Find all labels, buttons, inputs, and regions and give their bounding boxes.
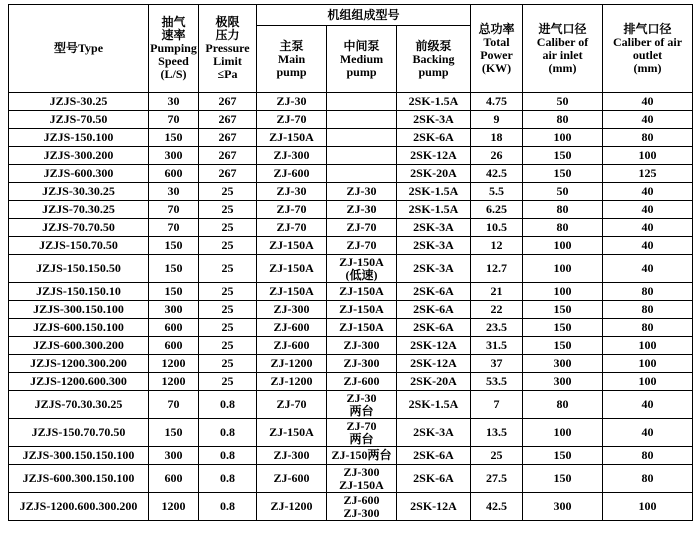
cell-backing-pump: 2SK-1.5A [397, 391, 471, 419]
header-medium-pump [327, 26, 397, 93]
cell-pumping-speed: 1200 [149, 493, 199, 521]
cell-total-power: 7 [471, 391, 523, 419]
cell-pressure-limit: 25 [199, 301, 257, 319]
medium-pump-line: ZJ-300 [343, 338, 380, 352]
cell-backing-pump: 2SK-20A [397, 165, 471, 183]
medium-pump-line: ZJ-150A [339, 284, 384, 298]
cell-backing-pump: 2SK-1.5A [397, 183, 471, 201]
cell-outlet: 40 [603, 111, 693, 129]
cell-inlet: 300 [523, 373, 603, 391]
cell-backing-pump: 2SK-12A [397, 337, 471, 355]
cell-medium-pump [327, 465, 397, 493]
medium-pump-line: ZJ-70 [346, 418, 377, 433]
cell-outlet: 100 [603, 337, 693, 355]
cell-pumping-speed: 150 [149, 237, 199, 255]
cell-model: JZJS-300.150.100 [9, 301, 149, 319]
cell-pumping-speed: 30 [149, 93, 199, 111]
header-outlet-line: Caliber of air [612, 34, 683, 49]
header-pressure-limit-line: ≤Pa [217, 67, 238, 81]
cell-pumping-speed: 70 [149, 201, 199, 219]
medium-pump-line: ZJ-70 [346, 220, 377, 234]
header-total-power-line: 总功率 [478, 21, 515, 36]
cell-pressure-limit: 267 [199, 165, 257, 183]
table-row [9, 355, 693, 373]
cell-outlet: 100 [603, 493, 693, 521]
cell-inlet: 80 [523, 219, 603, 237]
cell-pressure-limit: 267 [199, 93, 257, 111]
cell-outlet: 40 [603, 93, 693, 111]
medium-pump-line: ZJ-30 [346, 184, 377, 198]
cell-main-pump: ZJ-600 [257, 465, 327, 493]
cell-model: JZJS-150.70.70.50 [9, 419, 149, 447]
cell-pressure-limit: 267 [199, 147, 257, 165]
medium-pump-line: ZJ-30 [346, 202, 377, 216]
cell-total-power: 53.5 [471, 373, 523, 391]
cell-medium-pump [327, 355, 397, 373]
cell-main-pump: ZJ-150A [257, 255, 327, 283]
cell-backing-pump: 2SK-3A [397, 419, 471, 447]
table-row [9, 201, 693, 219]
cell-model: JZJS-30.30.25 [9, 183, 149, 201]
medium-pump-line: (低速) [345, 267, 378, 282]
cell-main-pump: ZJ-1200 [257, 355, 327, 373]
cell-total-power: 42.5 [471, 493, 523, 521]
header-medium-pump-line: Medium [339, 51, 384, 66]
header-unit-pump-model [257, 5, 471, 26]
header-total-power-line: (KW) [481, 60, 512, 75]
cell-outlet: 100 [603, 355, 693, 373]
header-main-pump-line: pump [276, 64, 307, 79]
header-inlet-line: (mm) [548, 60, 577, 75]
cell-main-pump: ZJ-300 [257, 301, 327, 319]
cell-pumping-speed: 1200 [149, 355, 199, 373]
cell-total-power: 13.5 [471, 419, 523, 447]
cell-pumping-speed: 600 [149, 465, 199, 493]
table-row [9, 147, 693, 165]
cell-backing-pump: 2SK-1.5A [397, 201, 471, 219]
cell-outlet: 80 [603, 283, 693, 301]
cell-pumping-speed: 300 [149, 147, 199, 165]
cell-medium-pump [327, 447, 397, 465]
header-backing-pump-line: Backing [412, 51, 455, 66]
table-row [9, 337, 693, 355]
cell-inlet: 300 [523, 493, 603, 521]
cell-medium-pump [327, 165, 397, 183]
header-outlet-line: (mm) [633, 60, 662, 75]
cell-model: JZJS-300.150.150.100 [9, 447, 149, 465]
cell-backing-pump: 2SK-6A [397, 283, 471, 301]
cell-pumping-speed: 150 [149, 129, 199, 147]
cell-model: JZJS-600.300.200 [9, 337, 149, 355]
cell-model: JZJS-70.70.50 [9, 219, 149, 237]
cell-pressure-limit: 25 [199, 355, 257, 373]
cell-pressure-limit: 25 [199, 319, 257, 337]
header-pressure-limit-line: Pressure [205, 41, 250, 55]
header-inlet-line: Caliber of [536, 34, 589, 49]
medium-pump-line: ZJ-600 [343, 374, 380, 388]
header-pumping-speed-line: (L/S) [160, 67, 187, 81]
header-pumping-speed-line: Pumping [150, 41, 197, 55]
cell-backing-pump: 2SK-6A [397, 465, 471, 493]
cell-pressure-limit: 25 [199, 183, 257, 201]
cell-total-power: 31.5 [471, 337, 523, 355]
table-row [9, 255, 693, 283]
cell-inlet: 150 [523, 337, 603, 355]
cell-pressure-limit: 25 [199, 373, 257, 391]
cell-total-power: 22 [471, 301, 523, 319]
cell-pumping-speed: 600 [149, 165, 199, 183]
cell-model: JZJS-150.150.10 [9, 283, 149, 301]
cell-main-pump: ZJ-600 [257, 337, 327, 355]
cell-main-pump: ZJ-70 [257, 391, 327, 419]
cell-outlet: 80 [603, 319, 693, 337]
cell-model: JZJS-150.150.50 [9, 255, 149, 283]
medium-pump-line: ZJ-150两台 [331, 448, 392, 462]
cell-model: JZJS-70.50 [9, 111, 149, 129]
cell-pressure-limit: 25 [199, 219, 257, 237]
cell-pumping-speed: 600 [149, 319, 199, 337]
cell-outlet: 40 [603, 201, 693, 219]
cell-inlet: 80 [523, 391, 603, 419]
header-pumping-speed-line: 速率 [161, 28, 186, 42]
cell-backing-pump: 2SK-12A [397, 493, 471, 521]
cell-backing-pump: 2SK-12A [397, 147, 471, 165]
table-row [9, 283, 693, 301]
cell-pressure-limit: 25 [199, 337, 257, 355]
cell-outlet: 80 [603, 129, 693, 147]
cell-pressure-limit: 267 [199, 129, 257, 147]
cell-model: JZJS-1200.600.300 [9, 373, 149, 391]
cell-medium-pump [327, 419, 397, 447]
cell-medium-pump [327, 283, 397, 301]
table-row [9, 165, 693, 183]
cell-outlet: 40 [603, 219, 693, 237]
medium-pump-line: ZJ-300 [343, 505, 380, 520]
cell-pressure-limit: 0.8 [199, 465, 257, 493]
cell-medium-pump [327, 391, 397, 419]
cell-pumping-speed: 1200 [149, 373, 199, 391]
cell-pumping-speed: 150 [149, 419, 199, 447]
cell-inlet: 150 [523, 165, 603, 183]
cell-inlet: 150 [523, 447, 603, 465]
cell-model: JZJS-70.30.25 [9, 201, 149, 219]
cell-backing-pump: 2SK-6A [397, 301, 471, 319]
table-row [9, 465, 693, 493]
header-outlet [603, 5, 693, 93]
cell-model: JZJS-30.25 [9, 93, 149, 111]
medium-pump-line: 两台 [349, 431, 374, 446]
header-medium-pump-line: pump [346, 64, 377, 79]
table-row [9, 129, 693, 147]
cell-inlet: 100 [523, 419, 603, 447]
cell-medium-pump [327, 237, 397, 255]
cell-pressure-limit: 0.8 [199, 493, 257, 521]
cell-pressure-limit: 25 [199, 201, 257, 219]
header-total-power [471, 5, 523, 93]
header-inlet-line: air inlet [542, 47, 583, 62]
cell-model: JZJS-150.100 [9, 129, 149, 147]
header-inlet [523, 5, 603, 93]
header-pressure-limit-line: 压力 [215, 28, 240, 42]
cell-inlet: 50 [523, 183, 603, 201]
table-row [9, 219, 693, 237]
cell-outlet: 125 [603, 165, 693, 183]
cell-outlet: 80 [603, 301, 693, 319]
table-row [9, 447, 693, 465]
header-outlet-line: 排气口径 [623, 21, 672, 36]
cell-backing-pump: 2SK-6A [397, 447, 471, 465]
table-row [9, 93, 693, 111]
cell-pumping-speed: 70 [149, 219, 199, 237]
cell-pumping-speed: 300 [149, 301, 199, 319]
header-outlet-line: outlet [632, 47, 663, 62]
cell-total-power: 21 [471, 283, 523, 301]
cell-total-power: 12.7 [471, 255, 523, 283]
cell-main-pump: ZJ-1200 [257, 493, 327, 521]
cell-total-power: 6.25 [471, 201, 523, 219]
cell-model: JZJS-70.30.30.25 [9, 391, 149, 419]
header-unit-pump-model-text: 机组组成型号 [327, 7, 400, 22]
cell-outlet: 80 [603, 465, 693, 493]
cell-model: JZJS-600.150.100 [9, 319, 149, 337]
cell-main-pump: ZJ-300 [257, 147, 327, 165]
cell-main-pump: ZJ-70 [257, 219, 327, 237]
cell-pressure-limit: 267 [199, 111, 257, 129]
cell-main-pump: ZJ-70 [257, 111, 327, 129]
header-total-power-line: Total [483, 34, 510, 49]
cell-pressure-limit: 0.8 [199, 419, 257, 447]
header-inlet-line: 进气口径 [538, 21, 587, 36]
cell-medium-pump [327, 319, 397, 337]
cell-total-power: 25 [471, 447, 523, 465]
cell-total-power: 42.5 [471, 165, 523, 183]
vacuum-unit-spec-table [8, 4, 693, 521]
cell-model: JZJS-1200.600.300.200 [9, 493, 149, 521]
header-model-text: 型号Type [53, 41, 104, 55]
cell-pressure-limit: 0.8 [199, 391, 257, 419]
cell-pressure-limit: 25 [199, 237, 257, 255]
table-row [9, 111, 693, 129]
cell-inlet: 150 [523, 319, 603, 337]
medium-pump-line: ZJ-70 [346, 238, 377, 252]
cell-main-pump: ZJ-150A [257, 419, 327, 447]
table-row [9, 183, 693, 201]
cell-total-power: 12 [471, 237, 523, 255]
cell-pumping-speed: 70 [149, 111, 199, 129]
header-pumping-speed-line: 抽气 [161, 15, 186, 29]
cell-main-pump: ZJ-150A [257, 283, 327, 301]
cell-model: JZJS-300.200 [9, 147, 149, 165]
cell-total-power: 5.5 [471, 183, 523, 201]
cell-pumping-speed: 300 [149, 447, 199, 465]
cell-backing-pump: 2SK-3A [397, 237, 471, 255]
cell-outlet: 40 [603, 391, 693, 419]
header-row-top [9, 5, 693, 26]
header-backing-pump-line: pump [418, 64, 449, 79]
cell-outlet: 80 [603, 447, 693, 465]
cell-pressure-limit: 25 [199, 283, 257, 301]
cell-pumping-speed: 600 [149, 337, 199, 355]
cell-medium-pump [327, 337, 397, 355]
cell-pumping-speed: 70 [149, 391, 199, 419]
cell-model: JZJS-1200.300.200 [9, 355, 149, 373]
header-pumping-speed [149, 5, 199, 93]
table-row [9, 493, 693, 521]
cell-inlet: 100 [523, 129, 603, 147]
header-main-pump [257, 26, 327, 93]
cell-main-pump: ZJ-300 [257, 447, 327, 465]
cell-outlet: 100 [603, 147, 693, 165]
cell-inlet: 150 [523, 147, 603, 165]
cell-main-pump: ZJ-600 [257, 319, 327, 337]
cell-medium-pump [327, 111, 397, 129]
cell-outlet: 100 [603, 373, 693, 391]
cell-outlet: 40 [603, 419, 693, 447]
cell-pumping-speed: 150 [149, 283, 199, 301]
header-main-pump-line: 主泵 [279, 38, 304, 53]
medium-pump-line: ZJ-300 [343, 356, 380, 370]
table-row [9, 319, 693, 337]
cell-medium-pump [327, 219, 397, 237]
cell-pumping-speed: 30 [149, 183, 199, 201]
cell-pressure-limit: 25 [199, 255, 257, 283]
cell-medium-pump [327, 147, 397, 165]
cell-total-power: 18 [471, 129, 523, 147]
header-pressure-limit [199, 5, 257, 93]
cell-inlet: 300 [523, 355, 603, 373]
cell-backing-pump: 2SK-6A [397, 319, 471, 337]
cell-main-pump: ZJ-1200 [257, 373, 327, 391]
cell-inlet: 150 [523, 301, 603, 319]
medium-pump-line: ZJ-150A [339, 477, 384, 492]
spec-table-container [8, 4, 692, 521]
cell-total-power: 37 [471, 355, 523, 373]
cell-medium-pump [327, 93, 397, 111]
cell-model: JZJS-150.70.50 [9, 237, 149, 255]
cell-pressure-limit: 0.8 [199, 447, 257, 465]
cell-total-power: 27.5 [471, 465, 523, 493]
cell-inlet: 100 [523, 255, 603, 283]
cell-medium-pump [327, 129, 397, 147]
cell-model: JZJS-600.300.150.100 [9, 465, 149, 493]
medium-pump-line: ZJ-150A [339, 320, 384, 334]
spec-table-body [9, 93, 693, 521]
table-row [9, 237, 693, 255]
cell-backing-pump: 2SK-1.5A [397, 93, 471, 111]
cell-inlet: 100 [523, 237, 603, 255]
cell-total-power: 9 [471, 111, 523, 129]
table-row [9, 419, 693, 447]
cell-backing-pump: 2SK-6A [397, 129, 471, 147]
cell-backing-pump: 2SK-3A [397, 111, 471, 129]
cell-main-pump: ZJ-30 [257, 93, 327, 111]
cell-main-pump: ZJ-150A [257, 129, 327, 147]
cell-model: JZJS-600.300 [9, 165, 149, 183]
cell-inlet: 80 [523, 111, 603, 129]
header-backing-pump [397, 26, 471, 93]
medium-pump-line: ZJ-30 [346, 390, 377, 405]
medium-pump-line: ZJ-150A [339, 254, 384, 269]
header-backing-pump-line: 前级泵 [415, 38, 452, 53]
header-medium-pump-line: 中间泵 [343, 38, 380, 53]
cell-backing-pump: 2SK-3A [397, 219, 471, 237]
cell-medium-pump [327, 373, 397, 391]
cell-medium-pump [327, 255, 397, 283]
medium-pump-line: ZJ-150A [339, 302, 384, 316]
cell-inlet: 80 [523, 201, 603, 219]
cell-medium-pump [327, 301, 397, 319]
cell-main-pump: ZJ-70 [257, 201, 327, 219]
header-pressure-limit-line: Limit [213, 54, 242, 68]
table-row [9, 301, 693, 319]
medium-pump-line: 两台 [349, 403, 374, 418]
header-pressure-limit-line: 极限 [215, 15, 240, 29]
cell-inlet: 50 [523, 93, 603, 111]
table-row [9, 373, 693, 391]
cell-outlet: 40 [603, 237, 693, 255]
cell-medium-pump [327, 201, 397, 219]
cell-medium-pump [327, 183, 397, 201]
cell-main-pump: ZJ-600 [257, 165, 327, 183]
table-row [9, 391, 693, 419]
cell-outlet: 40 [603, 183, 693, 201]
cell-main-pump: ZJ-30 [257, 183, 327, 201]
cell-inlet: 100 [523, 283, 603, 301]
header-model [9, 5, 149, 93]
header-total-power-line: Power [480, 47, 513, 62]
cell-outlet: 40 [603, 255, 693, 283]
cell-total-power: 26 [471, 147, 523, 165]
medium-pump-line: ZJ-600 [343, 492, 380, 507]
cell-medium-pump [327, 493, 397, 521]
cell-total-power: 4.75 [471, 93, 523, 111]
medium-pump-line: ZJ-300 [343, 464, 380, 479]
cell-total-power: 23.5 [471, 319, 523, 337]
cell-backing-pump: 2SK-12A [397, 355, 471, 373]
cell-main-pump: ZJ-150A [257, 237, 327, 255]
cell-inlet: 150 [523, 465, 603, 493]
cell-backing-pump: 2SK-3A [397, 255, 471, 283]
cell-pumping-speed: 150 [149, 255, 199, 283]
cell-total-power: 10.5 [471, 219, 523, 237]
header-pumping-speed-line: Speed [158, 54, 189, 68]
cell-backing-pump: 2SK-20A [397, 373, 471, 391]
header-main-pump-line: Main [277, 51, 306, 66]
